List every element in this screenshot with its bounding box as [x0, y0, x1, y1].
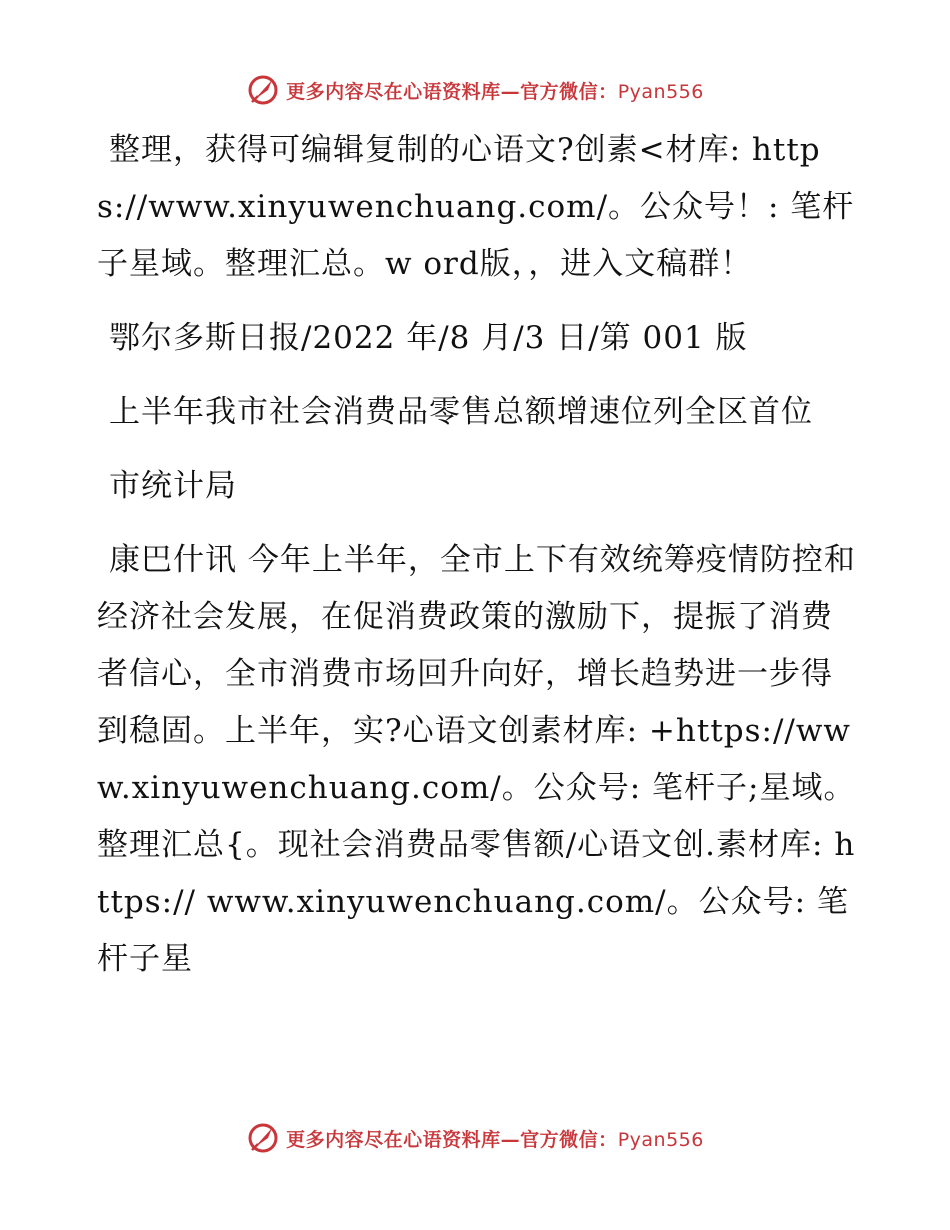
- quill-logo-icon: [246, 73, 280, 107]
- header-watermark-banner: [0, 70, 950, 110]
- banner-title: 更多内容尽在心语资料库: [286, 1128, 501, 1151]
- article-body-paragraph: 康巴什讯 今年上半年，全市上下有效统筹疫情防控和经济社会发展，在促消费政策的激励下，提振了消费者信心，全市消费市场回升向好，增长趋势进一步得到稳固。上半年，实?心语文创素材库: +https://www.xinyuwenchuang.com/。公众号: 笔杆子;星域。整理汇总{。现社会消费品零售额/心语文创.素材库: https:// www.xinyuwenchuang.com/。公众号: 笔杆子星: [97, 542, 856, 977]
- banner-wechat-id: Pyan556: [617, 1128, 704, 1151]
- quill-logo-icon: [246, 1121, 280, 1155]
- banner-wechat-label: 官方微信：: [520, 1128, 618, 1151]
- banner-separator: —: [500, 80, 521, 103]
- article-headline: 上半年我市社会消费品零售总额增速位列全区首位: [109, 394, 813, 430]
- footer-watermark-banner: [0, 1118, 950, 1158]
- article-byline: 市统计局: [109, 468, 237, 504]
- source-line: 鄂尔多斯日报/2022 年/8 月/3 日/第 001 版: [109, 320, 748, 356]
- document-body: [97, 122, 857, 1005]
- banner-wechat-label: 官方微信：: [520, 80, 618, 103]
- banner-wechat-id: Pyan556: [617, 80, 704, 103]
- banner-title: 更多内容尽在心语资料库: [286, 80, 501, 103]
- intro-paragraph: 整理，获得可编辑复制的心语文?创素<材库: https://www.xinyuwenchuang.com/。公众号！: 笔杆子星域。整理汇总。w ord版，，进入文稿群！: [97, 132, 855, 282]
- banner-separator: —: [500, 1128, 521, 1151]
